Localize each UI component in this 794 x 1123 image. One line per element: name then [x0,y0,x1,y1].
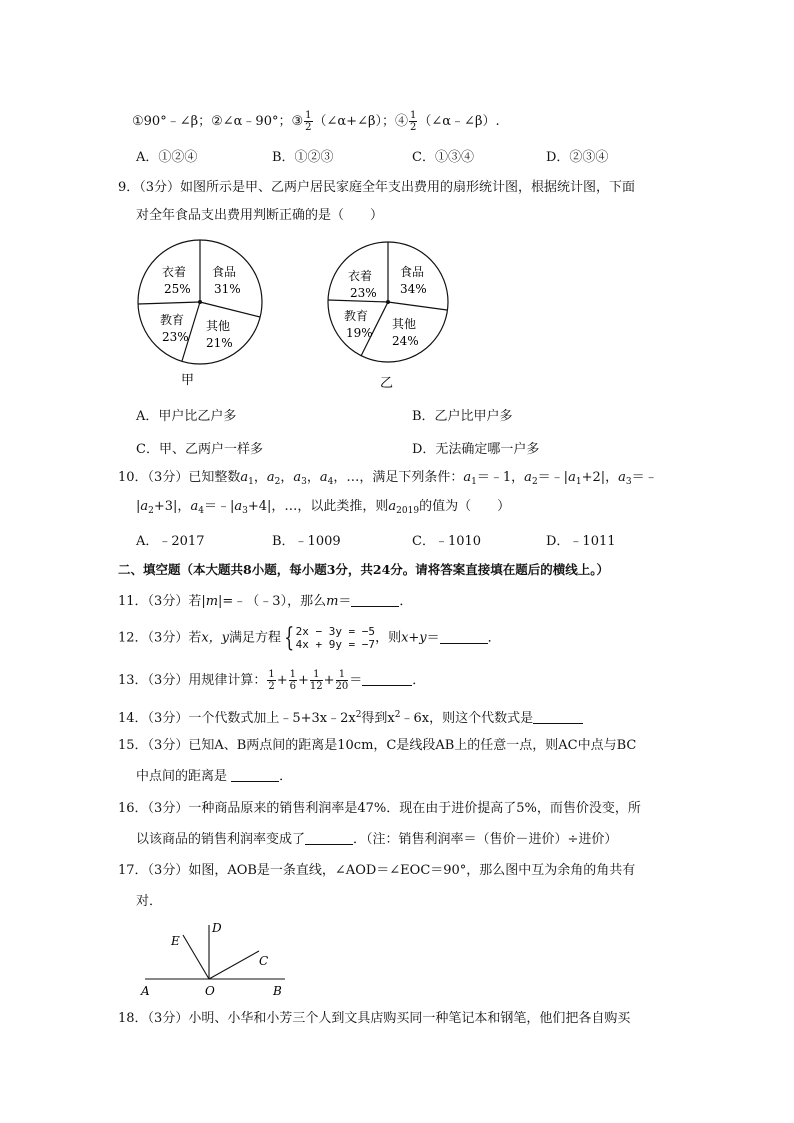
label-o: O [205,984,215,998]
pie-b-value-other: 24% [392,334,419,348]
q17-stem-line2: 对． [136,894,163,909]
q8-frac-b: $\frac{1}{2}$ [410,110,417,133]
q15-stem-line1: 15．（3分）已知A、B两点间的距离是10cm，C是线段AB上的任意一点，则AC中点与BC [118,738,637,753]
pie-chart-jia [138,240,262,388]
q9-option-a[interactable]: A．甲户比乙户多 [136,409,237,424]
pie-b-caption: 乙 [380,376,394,391]
pie-b-value-education: 19% [346,326,373,340]
q9-option-d[interactable]: D．无法确定哪一户多 [412,442,540,457]
q11-stem: 11．（3分）若|m|=﹣（﹣3），那么m＝ ． [118,594,413,609]
q9-option-c[interactable]: C．甲、乙两户一样多 [136,442,263,457]
q8-option-c[interactable]: C．①③④ [412,150,474,165]
q16-stem-line2: 以该商品的销售利润率变成了 ．（注：销售利润率＝（售价－进价）÷进价） [136,832,618,847]
pie-a-label-food: 食品 [212,265,237,279]
q8-expr4: （∠α﹣∠β）. [418,114,500,129]
pie-a-label-other: 其他 [206,319,231,333]
q12-equation-system: 2x − 3y = −5 4x + 9y = −7 [295,625,376,651]
pie-a-value-education: 23% [162,330,189,344]
q16-answer-blank[interactable] [305,832,353,845]
pie-a-divider-left [138,302,200,304]
label-e: E [171,934,180,948]
q10-stem-line1: 10．（3分）已知整数$a_1$，$a_2$，$a_3$，$a_4$，…，满足下列条件：$a_1=﹣1$，$a_2=﹣|a_1+2|$，$a_3=﹣$ [118,470,658,487]
q17-stem-line1: 17．（3分）如图，AOB是一条直线，∠AOD＝∠EOC＝90°，那么图中互为余角的角共有 [118,863,636,878]
q11-answer-blank[interactable] [351,594,399,607]
q10-option-b[interactable]: B．﹣1009 [272,534,341,549]
pie-chart-yi [328,242,448,391]
q9-stem-line2: 对全年食品支出费用判断正确的是（ ） [136,208,384,223]
q8-expr1: ①90°﹣∠β；②∠α﹣90°；③ [132,114,304,129]
q14-answer-blank[interactable] [533,711,583,724]
pie-a-value-clothing: 25% [164,282,191,296]
q9-option-b[interactable]: B．乙户比甲户多 [412,409,513,424]
q14-stem: 14．（3分）一个代数式加上$﹣5+3x﹣2x^2$得到$x^2﹣6x$，则这个代数式是 [118,707,583,727]
pie-b-value-food: 34% [400,282,427,296]
q8-expression-line [132,110,500,133]
pie-a-value-other: 21% [206,336,233,350]
q12-answer-blank[interactable] [440,631,488,644]
q15-stem-line2: 中点间的距离是 ． [136,769,293,784]
q12-stem: 12．（3分）若x，y满足方程 { 2x − 3y = −5 4x + 9y = −7 ，则x+y＝ ． [118,623,501,653]
q10-stem-line2: $|a_2+3|$，$a_4=﹣|a_3+4|$，…，以此类推，则$a_{2019}$的值为（ ） [136,499,511,516]
q10-option-a[interactable]: A．﹣2017 [136,534,205,549]
q10-option-d[interactable]: D．﹣1011 [546,534,616,549]
ray-oc [209,951,259,979]
section2-heading: 二、填空题（本大题共8小题，每小题3分，共24分。请将答案直接填在题后的横线上。） [118,562,610,577]
label-a: A [141,984,150,998]
q13-stem: 13．（3分）用规律计算： $\frac{1}{2}$ + $\frac{1}{6}$ + $\frac{1}{12}$ + $\frac{1}{20}$ ＝ ． [118,669,426,692]
pie-a-value-food: 31% [214,282,241,296]
q16-stem-line1: 16．（3分）一种商品原来的销售利润率是47%．现在由于进价提高了5%，而售价没变，所 [118,801,641,816]
label-c: C [259,954,269,968]
q9-stem-line1: 9．（3分）如图所示是甲、乙两户居民家庭全年支出费用的扇形统计图，根据统计图，下面 [118,180,636,195]
pie-a-divider-right [200,302,260,317]
q8-option-b[interactable]: B．①②③ [272,150,334,165]
pie-b-label-education: 教育 [344,309,369,323]
q10-option-c[interactable]: C．﹣1010 [412,534,482,549]
pie-b-divider-right [388,302,447,310]
pie-b-label-food: 食品 [400,265,425,279]
q18-stem-line1: 18．（3分）小明、小华和小芳三个人到文具店购买同一种笔记本和钢笔，他们把各自购买 [118,1011,631,1026]
ray-oe [183,935,209,979]
q15-answer-blank[interactable] [231,769,279,782]
label-b: B [273,984,282,998]
pie-charts [120,232,460,392]
pie-a-label-clothing: 衣着 [162,265,187,279]
angle-diagram [135,915,295,1000]
pie-a-caption: 甲 [181,373,195,388]
q8-option-a[interactable]: A．①②④ [136,150,198,165]
pie-b-value-clothing: 23% [350,286,377,300]
q13-answer-blank[interactable] [362,673,412,686]
q8-option-d[interactable]: D．②③④ [546,150,609,165]
pie-a-label-education: 教育 [160,313,185,327]
pie-b-divider-left [328,300,388,302]
q8-frac-a: $\frac{1}{2}$ [305,110,312,133]
q8-expr3: （∠α+∠β）；④ [313,114,408,129]
pie-b-label-other: 其他 [392,317,417,331]
label-d: D [212,921,222,935]
pie-b-label-clothing: 衣着 [348,269,373,283]
